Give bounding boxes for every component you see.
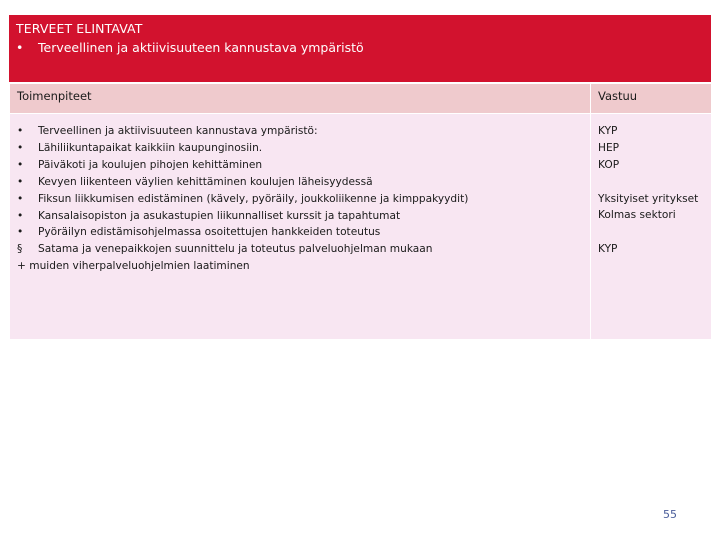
bullet-marker: §: [17, 243, 23, 256]
bullet-marker: •: [17, 125, 24, 137]
list-item-text: Kansalaisopiston ja asukastupien liikunnalliset kurssit ja tapahtumat: [38, 209, 401, 222]
bullet-marker: •: [17, 226, 24, 239]
bullet-marker: •: [17, 158, 24, 171]
page-number: 55: [663, 508, 677, 521]
measures-table: [9, 83, 712, 340]
list-item: [17, 157, 583, 174]
bullet-marker: •: [16, 40, 24, 55]
bullet-marker: •: [17, 175, 24, 188]
bullet-marker: •: [17, 141, 24, 154]
table-header-row: [10, 84, 712, 114]
measures-cell: [10, 114, 591, 340]
responsible-cell: [591, 114, 712, 340]
list-item: [17, 208, 583, 225]
responsible-entry: KYP: [598, 243, 618, 256]
list-item-text: Satama ja venepaikkojen suunnittelu ja toteutus palveluohjelman mukaan: [38, 243, 433, 256]
responsible-entry: KOP: [598, 158, 620, 171]
page-subtitle: Terveellinen ja aktiivisuuteen kannustava ympäristö: [38, 40, 364, 55]
list-item-text: Pyöräilyn edistämisohjelmassa osoitettujen hankkeiden toteutus: [38, 226, 381, 239]
bullet-marker: •: [17, 192, 24, 205]
responsible-entry: [598, 224, 704, 241]
list-item-text: Fiksun liikkumisen edistäminen (kävely, pyöräily, joukkoliikenne ja kimppakyydit): [38, 192, 469, 205]
list-item: [17, 123, 583, 140]
list-item: [17, 174, 583, 191]
page-title: TERVEET ELINTAVAT: [16, 21, 143, 36]
responsible-entry: HEP: [598, 141, 620, 154]
column-header-responsible: Vastuu: [591, 84, 712, 114]
list-item-text: Kevyen liikenteen väylien kehittäminen koulujen läheisyydessä: [38, 175, 373, 188]
bullet-marker: •: [17, 209, 24, 222]
list-item-text: Terveellinen ja aktiivisuuteen kannustava ympäristö:: [38, 125, 318, 137]
column-header-measures: Toimenpiteet: [10, 84, 591, 114]
responsible-entry: Kolmas sektori: [598, 209, 676, 222]
list-item: [17, 191, 583, 208]
list-item: [17, 224, 583, 241]
table-row: [10, 114, 712, 340]
list-item-text: Lähiliikuntapaikat kaikkiin kaupunginosiin.: [38, 141, 263, 154]
list-continuation: + muiden viherpalveluohjelmien laatiminen: [17, 260, 250, 273]
title-banner: [9, 15, 711, 82]
responsible-entry: KYP: [598, 125, 618, 137]
subtitle-line: [16, 39, 704, 56]
list-item: [17, 241, 583, 258]
responsible-entry: [598, 174, 704, 191]
responsible-entry: Yksityiset yritykset: [598, 192, 699, 205]
list-item: [17, 140, 583, 157]
list-item-text: Päiväkoti ja koulujen pihojen kehittäminen: [38, 158, 263, 171]
